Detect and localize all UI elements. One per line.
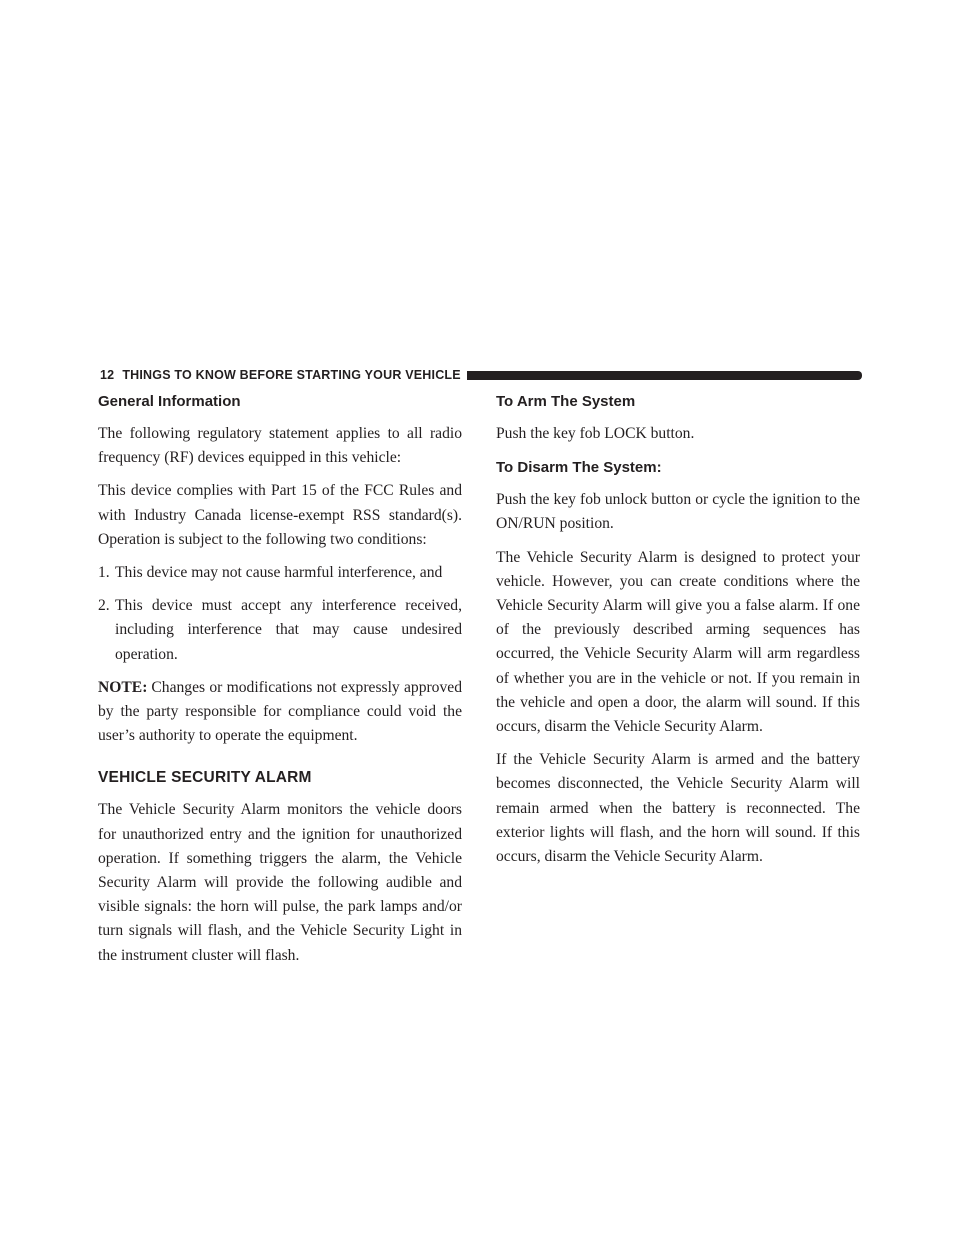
regulatory-paragraph: The following regulatory statement applies to all radio frequency (RF) devices equipped in this vehicle: (98, 425, 462, 467)
list-text: This device must accept any interference received, including interference that may cause undesired operation. (115, 597, 462, 663)
header-rule (467, 371, 862, 380)
fcc-paragraph: This device complies with Part 15 of the FCC Rules and with Industry Canada license-exempt RSS standard(s). Operation is subject to the following two conditions: (98, 482, 462, 548)
alarm-paragraph: The Vehicle Security Alarm monitors the vehicle doors for unauthorized entry and the ignition for unauthorized operation. If something triggers the alarm, the Vehicle Security Alarm will provide the following audible and visible signals: the horn will pulse, the park lamps and/or turn signals will flash, and the Vehicle Security Light in the instrument cluster will flash. (98, 801, 462, 964)
list-number: 1. (98, 564, 110, 582)
note-paragraph (98, 676, 462, 749)
note-label: NOTE: (98, 678, 148, 696)
disarm-system-heading: To Disarm The System: (496, 459, 662, 477)
page-number: 12 (100, 368, 115, 382)
arm-paragraph: Push the key fob LOCK button. (496, 425, 695, 442)
disarm-paragraph: Push the key fob unlock button or cycle the ignition to the ON/RUN position. (496, 491, 860, 533)
list-number: 2. (98, 597, 110, 615)
general-information-heading: General Information (98, 393, 241, 410)
right-column (496, 390, 860, 878)
list-text: This device may not cause harmful interference, and (115, 564, 443, 582)
arm-system-heading: To Arm The System (496, 393, 636, 410)
battery-paragraph: If the Vehicle Security Alarm is armed and the battery becomes disconnected, the Vehicle Security Alarm will remain armed when the battery is reconnected. The exterior lights will flash, and the horn will sound. If this occurs, disarm the Vehicle Security Alarm. (496, 751, 860, 866)
list-item (98, 594, 462, 667)
running-header (100, 364, 862, 386)
section-title: THINGS TO KNOW BEFORE STARTING YOUR VEHICLE (122, 368, 461, 382)
false-alarm-paragraph: The Vehicle Security Alarm is designed to protect your vehicle. However, you can create conditions where the Vehicle Security Alarm will give you a false alarm. If one of the previously described arming sequences has occurred, the Vehicle Security Alarm will arm regardless of whether you are in the vehicle or not. If you remain in the vehicle and open a door, the alarm will sound. If this occurs, disarm the Vehicle Security Alarm. (496, 548, 860, 736)
vehicle-security-alarm-heading: VEHICLE SECURITY ALARM (98, 769, 312, 787)
list-item (98, 561, 462, 585)
note-text: Changes or modifications not expressly approved by the party responsible for compliance could void the user’s authority to operate the equipment. (98, 678, 462, 745)
left-column (98, 390, 462, 977)
